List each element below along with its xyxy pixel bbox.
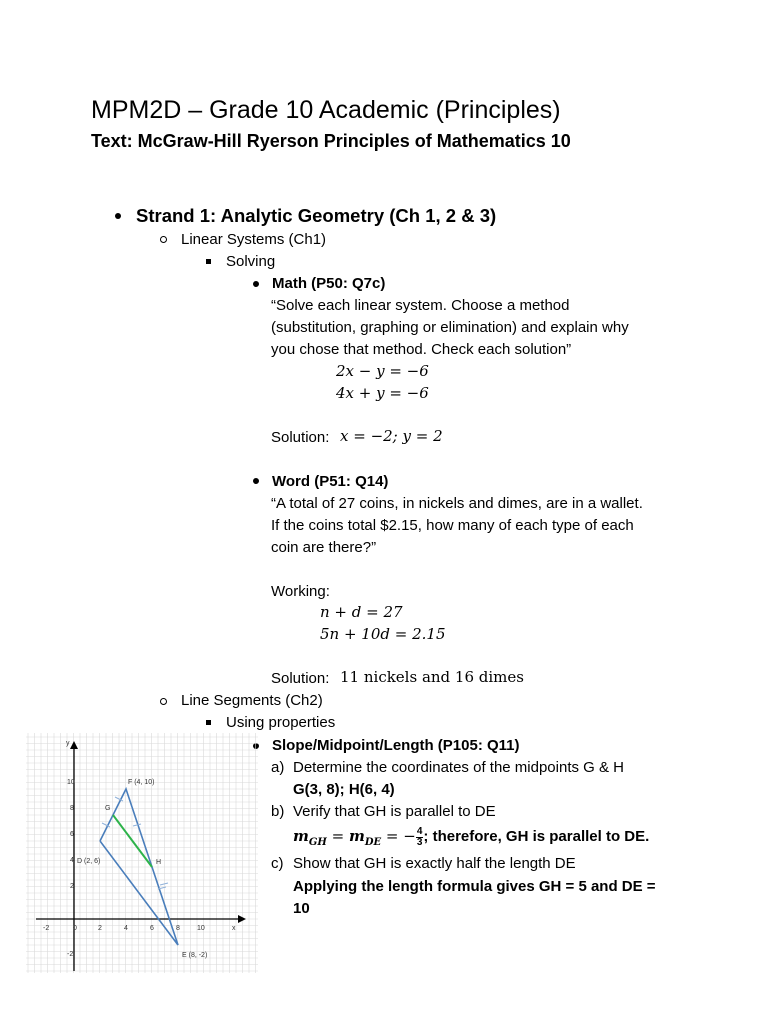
word-quote-line: coin are there?” bbox=[271, 539, 377, 556]
y-tick-label: 6 bbox=[70, 831, 74, 838]
y-axis-arrow bbox=[70, 741, 78, 749]
word-quote-line: If the coins total $2.15, how many of each type of each bbox=[271, 517, 634, 534]
question-text: Verify that GH is parallel to DE bbox=[293, 803, 496, 820]
x-tick-label: 4 bbox=[124, 925, 128, 932]
bullet bbox=[115, 213, 121, 219]
bullet bbox=[206, 259, 211, 264]
bullet bbox=[253, 281, 259, 287]
subsection-using-properties: Using properties bbox=[226, 714, 336, 731]
item-label: c) bbox=[271, 855, 284, 872]
equation: n + d = 27 bbox=[320, 603, 403, 621]
bullet bbox=[206, 720, 211, 725]
x-tick-label: -2 bbox=[43, 925, 50, 932]
point-label-e: E (8, -2) bbox=[182, 952, 208, 959]
x-tick-label: 10 bbox=[197, 925, 205, 932]
equation: 5n + 10d = 2.15 bbox=[320, 625, 446, 643]
answer-text: 10 bbox=[293, 900, 310, 917]
fraction-denominator: 3 bbox=[416, 836, 423, 848]
y-tick-label: -2 bbox=[67, 951, 74, 958]
coordinate-graph bbox=[26, 733, 258, 973]
solution-value: 11 nickels and 16 dimes bbox=[340, 668, 524, 686]
math-subscript: DE bbox=[364, 837, 382, 848]
question-text: Determine the coordinates of the midpoints G & H bbox=[293, 759, 624, 776]
math-quote-line: you chose that method. Check each solution” bbox=[271, 341, 572, 358]
section-linear-systems: Linear Systems (Ch1) bbox=[181, 231, 327, 248]
y-tick-label: 4 bbox=[70, 857, 74, 864]
bullet bbox=[160, 236, 167, 243]
math-subscript: GH bbox=[308, 837, 327, 848]
page-title: MPM2D – Grade 10 Academic (Principles) bbox=[91, 96, 561, 124]
y-axis-label: y bbox=[66, 740, 70, 747]
x-tick-label: 2 bbox=[98, 925, 102, 932]
answer-text: ; therefore, GH is parallel to DE. bbox=[423, 828, 650, 845]
bullet bbox=[253, 478, 259, 484]
math-heading: Math (P50: Q7c) bbox=[272, 275, 386, 292]
page-subtitle: Text: McGraw-Hill Ryerson Principles of Mathematics 10 bbox=[91, 131, 571, 151]
math-quote-line: “Solve each linear system. Choose a method bbox=[271, 297, 570, 314]
y-tick-label: 8 bbox=[70, 805, 74, 812]
subsection-solving: Solving bbox=[226, 253, 276, 270]
strand-heading: Strand 1: Analytic Geometry (Ch 1, 2 & 3) bbox=[136, 205, 497, 226]
solution-value: x = −2; y = 2 bbox=[340, 427, 443, 445]
x-axis-label: x bbox=[232, 925, 236, 932]
bullet bbox=[160, 698, 167, 705]
x-tick-label: 8 bbox=[176, 925, 180, 932]
point-label-g: G bbox=[105, 805, 111, 812]
item-label: a) bbox=[271, 759, 285, 776]
fraction-numerator: 4 bbox=[416, 825, 423, 837]
answer-text: Applying the length formula gives GH = 5 and DE = bbox=[293, 878, 656, 895]
math-operator: = − bbox=[381, 827, 416, 845]
math-operator: = bbox=[326, 827, 349, 845]
slope-equation bbox=[293, 825, 649, 854]
math-symbol: m bbox=[293, 827, 309, 845]
answer-text: G(3, 8); H(6, 4) bbox=[293, 781, 395, 798]
word-quote-line: “A total of 27 coins, in nickels and dimes, are in a wallet. bbox=[271, 495, 643, 512]
point-label-d: D (2, 6) bbox=[77, 858, 101, 865]
word-heading: Word (P51: Q14) bbox=[272, 473, 389, 490]
x-tick-label: 0 bbox=[73, 925, 77, 932]
section-line-segments: Line Segments (Ch2) bbox=[181, 692, 323, 709]
question-text: Show that GH is exactly half the length DE bbox=[293, 855, 576, 872]
x-axis-arrow bbox=[238, 915, 246, 923]
equation: 4x + y = −6 bbox=[336, 384, 429, 402]
solution-label: Solution: bbox=[271, 429, 330, 446]
solution-label: Solution: bbox=[271, 670, 330, 687]
point-label-h: H bbox=[156, 859, 162, 866]
equation: 2x − y = −6 bbox=[336, 362, 429, 380]
y-tick-label: 2 bbox=[70, 883, 74, 890]
item-label: b) bbox=[271, 803, 285, 820]
slope-heading: Slope/Midpoint/Length (P105: Q11) bbox=[272, 737, 520, 754]
math-symbol: m bbox=[348, 827, 365, 845]
point-label-f: F (4, 10) bbox=[128, 779, 155, 786]
y-tick-label: 10 bbox=[67, 779, 75, 786]
math-quote-line: (substitution, graphing or elimination) and explain why bbox=[271, 319, 629, 336]
working-label: Working: bbox=[271, 583, 330, 600]
x-tick-label: 6 bbox=[150, 925, 154, 932]
